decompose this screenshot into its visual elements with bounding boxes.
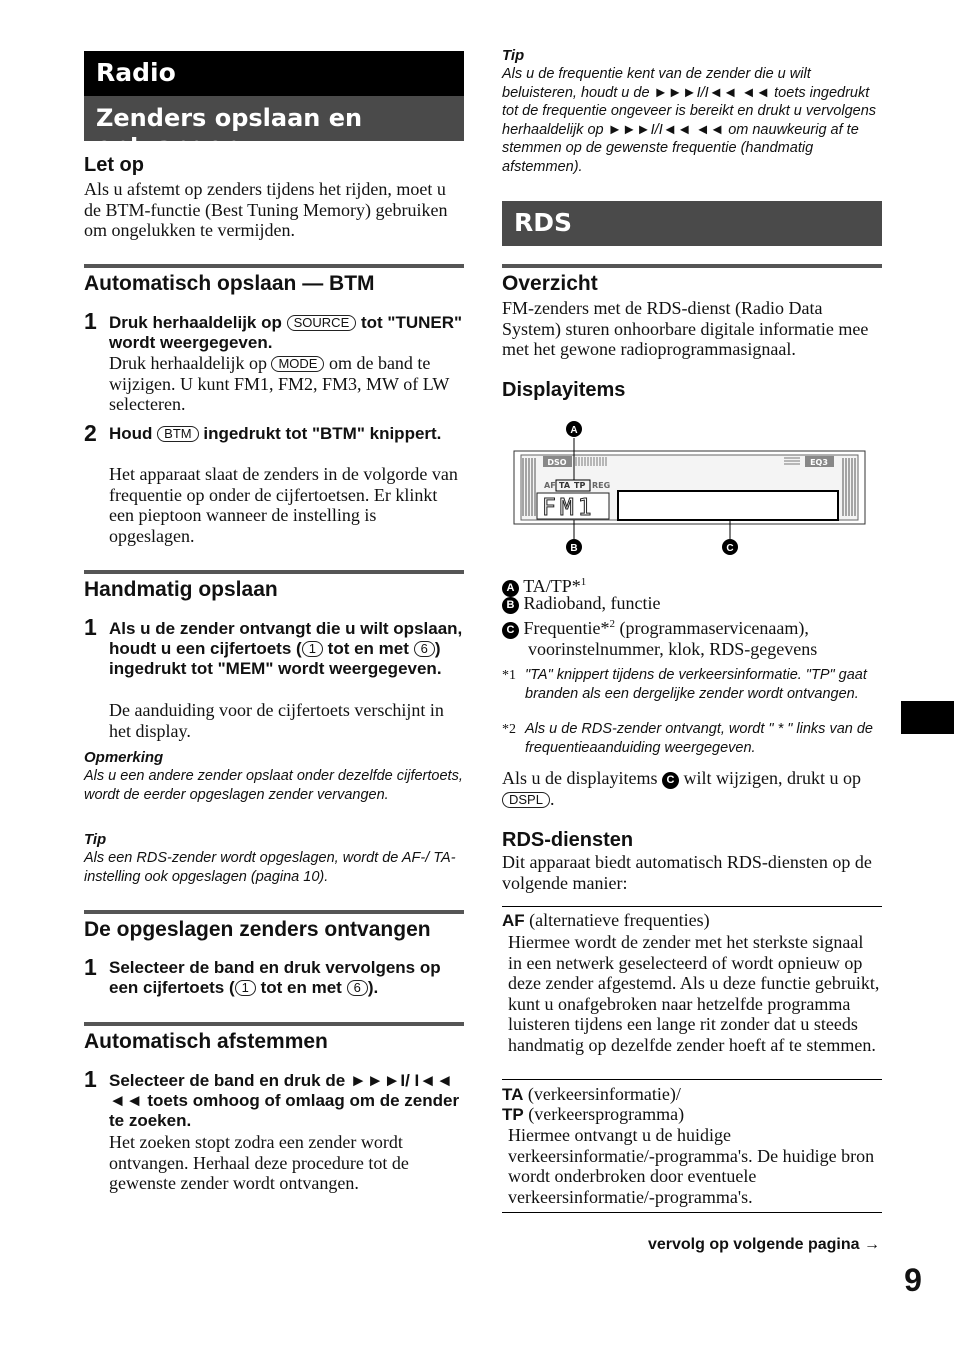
preset-key-6: 6 (414, 641, 435, 657)
lcd-diagram (510, 418, 870, 558)
section-title-bar (84, 96, 464, 160)
manual-note-text: Als u een andere zender opslaat onder dezelfde cijfertoets, wordt de eerder opgeslagen zender vervangen. (84, 768, 463, 803)
source-key: SOURCE (287, 315, 357, 331)
btm-step2-text-a: Houd (109, 424, 153, 443)
receive-heading-text: De opgeslagen zenders ontvangen (84, 918, 431, 941)
overzicht-text: FM-zenders met de RDS-dienst (Radio Data System) sturen onhoorbare digitale informatie mee met het gewone radioprogrammasignaal. (502, 298, 869, 359)
manual-step1-description: De aanduiding voor de cijfertoets verschijnt in het display. (109, 700, 444, 741)
page-number: 9 (904, 1262, 922, 1298)
manual-step1-instruction (109, 619, 464, 679)
btm-step1-description (109, 353, 464, 415)
overzicht-heading (502, 264, 882, 296)
tip-text: Als u de frequentie kent van de zender die u wilt beluisteren, houdt u de ►►►I/I◄◄ ◄◄ toets ingedrukt tot de frequentie ongeveer is bereikt en drukt u vervolgens herhaaldelijk op ►►►I/I◄◄ ◄◄ om nauwkeurig af te stemmen op de gewenste frequentie (handmatig afstemmen). (502, 66, 877, 175)
item-c-sup: 2 (609, 618, 615, 630)
services-rule-bottom (502, 1212, 882, 1213)
change-marker-c: C (662, 772, 679, 789)
btm-step1-desc-b: om de band te wijzigen. U kunt FM1, FM2, FM3, MW of LW selecteren. (109, 353, 450, 414)
change-text-b: wilt wijzigen, drukt u op (683, 768, 861, 788)
ta-term (502, 1084, 882, 1106)
side-thumb-tab (901, 701, 954, 734)
btm-step2-description: Het apparaat slaat de zenders in de volgorde van frequentie op onder de cijfertoetsen. Er klinkt een pieptoon wanneer de instelling is opgeslagen. (109, 464, 458, 546)
receive-heading (84, 910, 464, 942)
services-intro: Dit apparaat biedt automatisch RDS-diensten op de volgende manier: (502, 852, 872, 893)
af-term (502, 910, 882, 932)
btm-step1-number: 1 (84, 308, 97, 334)
receive-step1-text-c: ). (367, 978, 379, 997)
manual-heading-text: Handmatig opslaan (84, 578, 278, 601)
receive-step1-text-b: tot en met (260, 978, 342, 997)
callout-c: C (726, 543, 734, 554)
displayitems-heading: Displayitems (502, 379, 626, 401)
mode-key: MODE (271, 356, 324, 372)
lcd-reg: REG (592, 481, 611, 490)
auto-step1-description: Het zoeken stopt zodra een zender wordt ontvangen. Herhaal deze procedure tot de gewenste zender wordt ontvangen. (109, 1132, 409, 1193)
tp-sub: (verkeersprogramma) (528, 1104, 685, 1124)
section-title: Zenders opslaan en ontvangen (96, 104, 363, 160)
lcd-ta: TA (559, 481, 571, 490)
item-a-sup: 1 (580, 576, 587, 588)
btm-heading-text: Automatisch opslaan — BTM (84, 272, 375, 295)
manual-heading (84, 570, 464, 602)
item-c-text-b: (programmaservicenaam), voorinstelnummer, klok, RDS-gegevens (528, 618, 818, 659)
receive-step1-text-a: Selecteer de band en druk vervolgens op een cijfertoets ( (109, 958, 441, 997)
btm-step1-instruction (109, 313, 464, 353)
rds-title: RDS (514, 208, 573, 237)
letop-text: Als u afstemt op zenders tijdens het rijden, moet u de BTM-functie (Best Tuning Memory) gebruiken om ongelukken te vermijden. (84, 179, 448, 240)
change-display-text (502, 768, 882, 810)
btm-step1-text-a: Druk herhaaldelijk op (109, 313, 282, 332)
tp-label: TP (502, 1105, 524, 1124)
lcd-tp: TP (574, 481, 586, 490)
display-illustration (510, 418, 870, 558)
footnote-2-text: Als u de RDS-zender ontvangt, wordt " * " links van de frequentieaanduiding weergegeven. (525, 721, 873, 756)
auto-step1-instruction: Selecteer de band en druk de ►►►I/ I◄◄ ◄◄ toets omhoog of omlaag om de zender te zoeken. (109, 1071, 460, 1130)
af-label: AF (502, 911, 525, 930)
callout-a: A (570, 425, 578, 436)
receive-step1-number: 1 (84, 954, 97, 980)
af-sub: (alternatieve frequenties) (529, 910, 710, 930)
manual-note-title: Opmerking (84, 749, 164, 766)
preset-key-1: 1 (302, 641, 323, 657)
overzicht-heading-text: Overzicht (502, 272, 598, 295)
change-text-c: . (549, 789, 555, 809)
tatp-description: Hiermee ontvangt u de huidige verkeersinformatie/-programma's. De huidige bron wordt onderbroken door eventuele verkeersinformatie/-programma's. (508, 1125, 875, 1207)
btm-step2-number: 2 (84, 420, 97, 446)
lcd-af: AF (544, 481, 556, 490)
manual-step1-text-b: tot en met (327, 639, 409, 658)
auto-heading (84, 1022, 464, 1054)
item-c-marker: C (502, 622, 519, 639)
letop-heading: Let op (84, 154, 144, 176)
lcd-eq: EQ3 (810, 458, 828, 467)
manual-tip-text: Als een RDS-zender wordt opgeslagen, wordt de AF-/ TA-instelling ook opgeslagen (pagina 10). (84, 850, 456, 885)
tp-term (502, 1104, 882, 1126)
btm-step1-text-b: tot "TUNER" wordt weergegeven. (109, 313, 463, 352)
rds-title-bar (502, 201, 882, 246)
continued-note: vervolg op volgende pagina → (647, 1236, 880, 1253)
receive-key-1: 1 (235, 980, 256, 996)
footnote-1-mark: *1 (502, 668, 516, 683)
footnote-2-mark: *2 (502, 722, 516, 737)
manual-step1-number: 1 (84, 614, 97, 640)
dspl-key: DSPL (502, 792, 550, 808)
item-c-text-a: Frequentie* (523, 618, 610, 638)
btm-step2-text-b: ingedrukt tot "BTM" knippert. (203, 424, 442, 443)
item-b-marker: B (502, 597, 519, 614)
btm-heading (84, 264, 464, 296)
btm-step1-desc-a: Druk herhaaldelijk op (109, 353, 267, 373)
services-rule-mid (502, 1079, 882, 1080)
ta-label: TA (502, 1085, 524, 1104)
item-b-text: Radioband, functie (523, 593, 661, 613)
receive-key-6: 6 (347, 980, 368, 996)
manual-step1-text-a: Als u de zender ontvangt die u wilt opslaan, houdt u een cijfertoets ( (109, 619, 463, 658)
services-heading: RDS-diensten (502, 829, 634, 851)
btm-step2-instruction (109, 424, 464, 444)
radio-title-bar (84, 51, 464, 96)
display-item-c (502, 614, 898, 660)
auto-heading-text: Automatisch afstemmen (84, 1030, 328, 1053)
ta-sub: (verkeersinformatie)/ (527, 1084, 681, 1104)
lcd-fm: FM1 (542, 495, 596, 521)
manual-tip-title: Tip (84, 831, 107, 848)
item-a-marker: A (502, 580, 519, 597)
auto-step1-number: 1 (84, 1066, 97, 1092)
btm-key: BTM (157, 426, 198, 442)
lcd-dso: DSO (547, 458, 567, 467)
manual-step1-text-c: ) ingedrukt tot "MEM" wordt weergegeven. (109, 639, 442, 678)
callout-b: B (570, 543, 578, 554)
af-description: Hiermee wordt de zender met het sterkste signaal in een netwerk geselecteerd of wordt opnieuw op deze zender afgestemd. Als u deze functie gebruikt, kunt u onafgebroken naar hetzelfde programma luisteren tijdens een lange rit zonder dat u steeds handmatig op dezelfde zender hoeft af te stemmen. (508, 932, 880, 1055)
receive-step1-instruction (109, 958, 464, 998)
footnote-1-text: "TA" knippert tijdens de verkeersinformatie. "TP" gaat branden als een dergelijke zender wordt ontvangen. (525, 667, 867, 702)
change-text-a: Als u de displayitems (502, 768, 658, 788)
services-rule-top (502, 906, 882, 907)
radio-title: Radio (96, 58, 176, 87)
item-a-text: TA/TP* (523, 576, 581, 596)
display-item-b (502, 593, 882, 614)
tip-title: Tip (502, 47, 525, 64)
